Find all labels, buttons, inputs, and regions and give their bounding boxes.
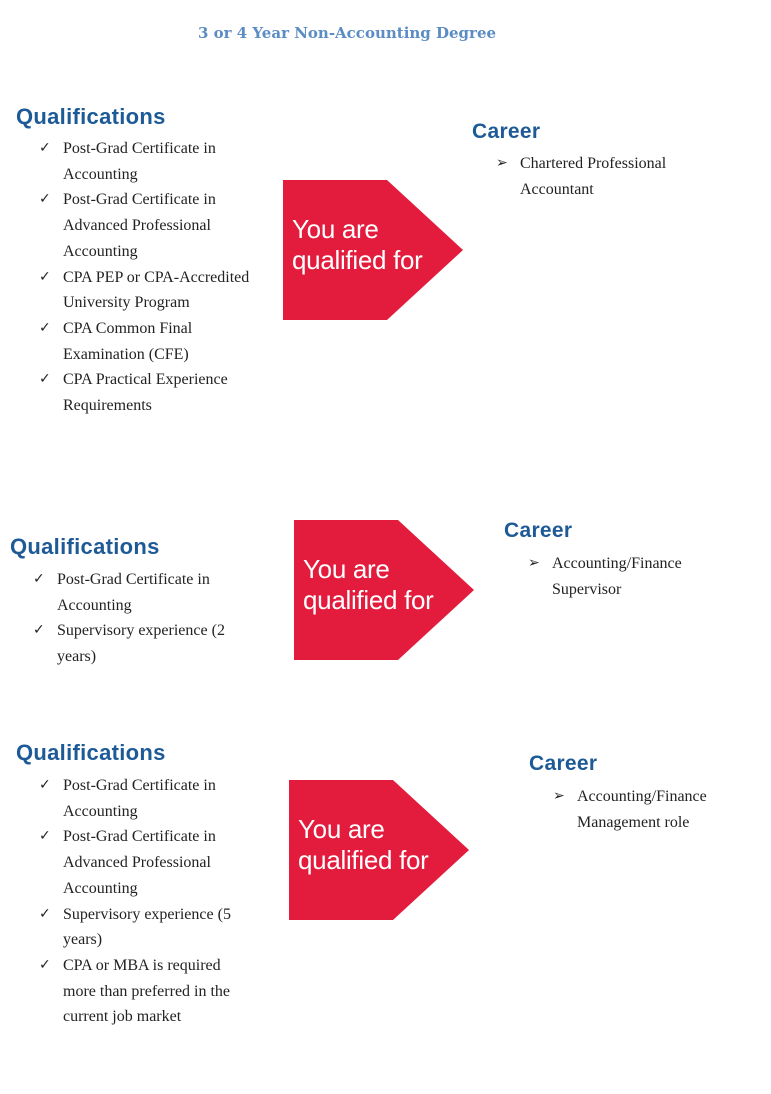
checkmark-icon: ✓ (39, 777, 51, 793)
arrowhead-icon: ➢ (553, 788, 565, 804)
checkmark-icon: ✓ (39, 371, 51, 388)
career-heading: Career (529, 752, 598, 775)
arrow-label-line1: You are (292, 214, 379, 244)
qualifications-heading: Qualifications (16, 104, 166, 129)
list-item: ➢ Chartered Professional Accountant (496, 151, 706, 202)
checkmark-icon: ✓ (39, 268, 51, 285)
checkmark-icon: ✓ (39, 828, 51, 845)
qualified-for-arrow (294, 520, 474, 660)
arrow-label-line2: qualified for (298, 845, 429, 875)
career-list (553, 784, 763, 835)
checkmark-icon: ✓ (39, 956, 51, 973)
checkmark-icon: ✓ (39, 191, 51, 208)
list-item: ✓ Supervisory experience (5 years) (39, 902, 254, 953)
career-heading: Career (504, 519, 573, 542)
list-item: ✓ Post-Grad Certificate in Accounting (33, 567, 248, 618)
checkmark-icon: ✓ (39, 319, 51, 336)
career-heading: Career (472, 120, 541, 143)
list-item: ✓ Supervisory experience (2 years) (33, 618, 248, 669)
arrow-label-line1: You are (303, 554, 390, 584)
qualified-for-arrow (283, 180, 463, 320)
checkmark-icon: ✓ (39, 140, 51, 156)
list-item: ✓ Post-Grad Certificate in Accounting (39, 136, 254, 187)
career-list (496, 151, 706, 202)
career-list (528, 551, 738, 602)
arrow-label-line1: You are (298, 814, 385, 844)
list-item: ✓ CPA or MBA is required more than preferred in the current job market (39, 953, 254, 1030)
list-item: ✓ Post-Grad Certificate in Advanced Professional Accounting (39, 824, 254, 901)
arrowhead-icon: ➢ (496, 155, 508, 171)
list-item: ✓ Post-Grad Certificate in Advanced Professional Accounting (39, 187, 254, 264)
arrow-label-line2: qualified for (292, 245, 423, 275)
page-title: 3 or 4 Year Non-Accounting Degree (197, 24, 497, 42)
qualifications-list (39, 773, 254, 1030)
checkmark-icon: ✓ (33, 622, 45, 639)
list-item: ✓ CPA PEP or CPA-Accredited University Program (39, 265, 254, 316)
qualifications-heading: Qualifications (10, 534, 160, 559)
checkmark-icon: ✓ (33, 571, 45, 587)
list-item: ➢ Accounting/Finance Management role (553, 784, 763, 835)
qualifications-list (39, 136, 254, 419)
arrowhead-icon: ➢ (528, 555, 540, 571)
list-item: ✓ CPA Common Final Examination (CFE) (39, 316, 254, 367)
arrow-label-line2: qualified for (303, 585, 434, 615)
checkmark-icon: ✓ (39, 905, 51, 922)
qualifications-heading: Qualifications (16, 740, 166, 765)
list-item: ✓ Post-Grad Certificate in Accounting (39, 773, 254, 824)
list-item: ➢ Accounting/Finance Supervisor (528, 551, 738, 602)
qualifications-list (33, 567, 248, 670)
list-item: ✓ CPA Practical Experience Requirements (39, 367, 254, 418)
qualified-for-arrow (289, 780, 469, 920)
